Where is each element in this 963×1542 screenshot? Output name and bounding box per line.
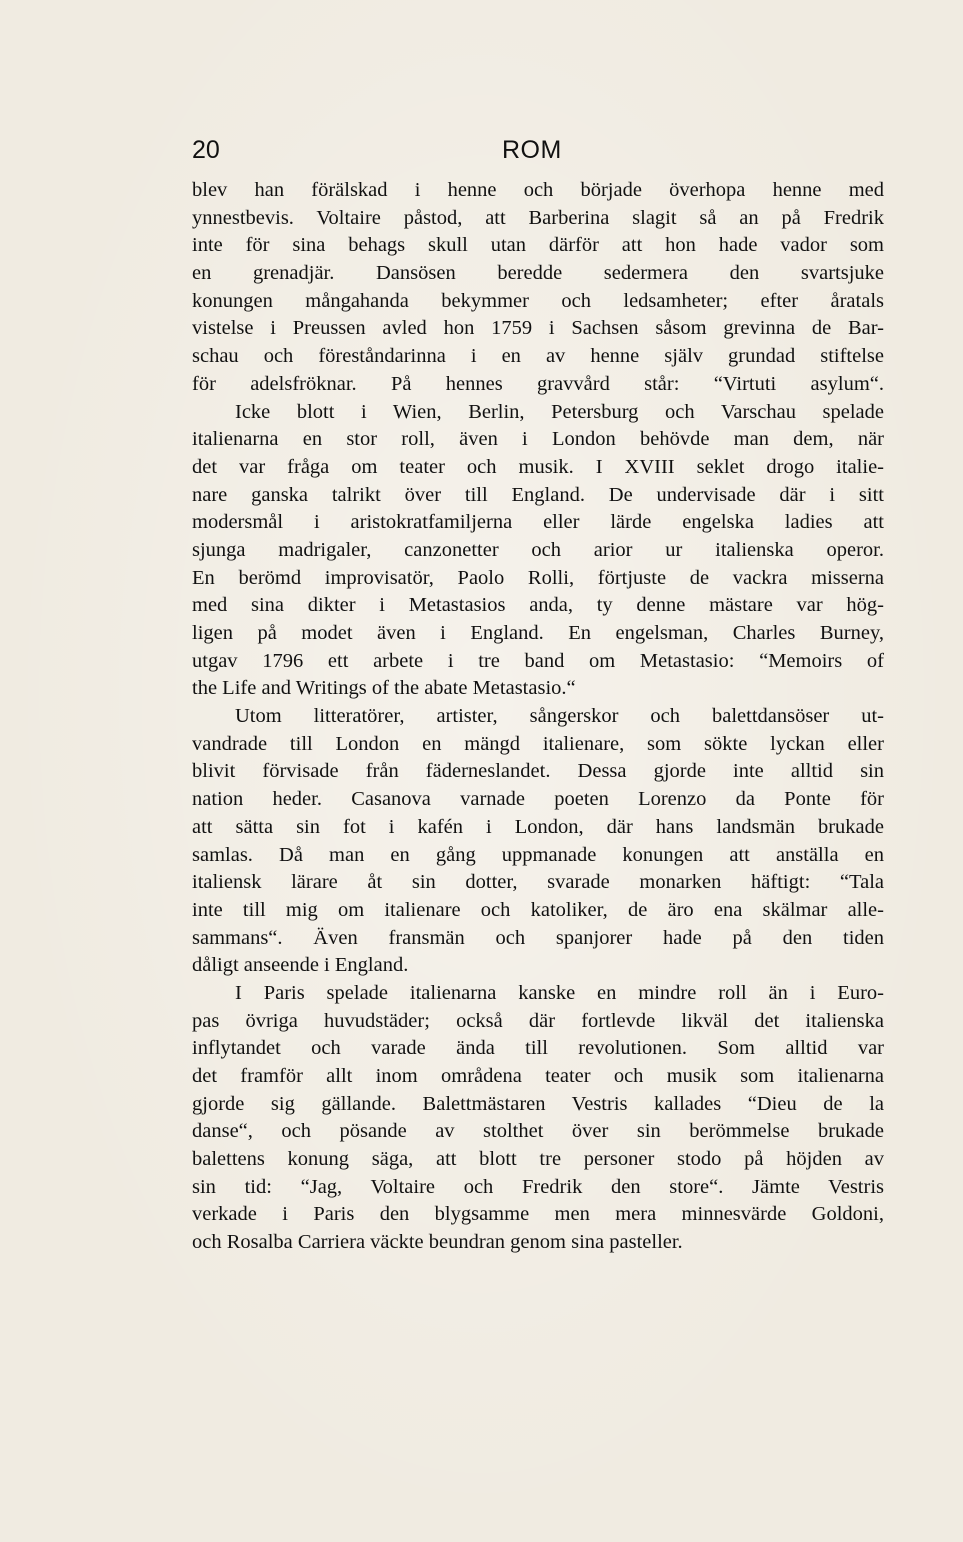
text-line: inflytandet och varade ända till revolutionen. Som alltid var bbox=[192, 1037, 884, 1060]
text-line: en grenadjär. Dansösen beredde sedermera den svartsjuke bbox=[192, 262, 884, 285]
text-line: ligen på modet även i England. En engelsman, Charles Burney, bbox=[192, 622, 884, 644]
text-line: En berömd improvisatör, Paolo Rolli, förtjuste de vackra misserna bbox=[192, 566, 884, 589]
text-line: inte till mig om italienare och katoliker, de äro ena skälmar alle- bbox=[192, 898, 884, 921]
text-line: sjunga madrigaler, canzonetter och arior ur italienska operor. bbox=[192, 538, 884, 561]
text-line: blivit förvisade från fäderneslandet. Dessa gjorde inte alltid sin bbox=[192, 760, 884, 783]
text-line: schau och föreståndarinna i en av henne själv grundad stiftelse bbox=[192, 345, 884, 368]
text-line: ynnestbevis. Voltaire påstod, att Barberina slagit så an på Fredrik bbox=[192, 206, 884, 229]
page-header bbox=[192, 132, 884, 168]
text-line: och Rosalba Carriera väckte beundran genom sina pasteller. bbox=[192, 1231, 683, 1254]
text-line: vandrade till London en mängd italienare, som sökte lyckan eller bbox=[192, 732, 884, 755]
text-line: balettens konung säga, att blott tre personer stodo på höjden av bbox=[192, 1148, 884, 1171]
text-line: samlas. Då man en gång uppmanade konungen att anställa en bbox=[192, 843, 884, 866]
text-line: konungen mångahanda bekymmer och ledsamheter; efter åratals bbox=[192, 289, 884, 312]
body-text bbox=[192, 177, 884, 1257]
text-line: italienarna en stor roll, även i London behövde man dem, när bbox=[192, 428, 884, 451]
text-line: pas övriga huvudstäder; också där fortlevde likväl det italienska bbox=[192, 1009, 884, 1032]
text-line: dåligt anseende i England. bbox=[192, 954, 409, 977]
page-number: 20 bbox=[192, 136, 220, 164]
text-line: sammans“. Även fransmän och spanjorer hade på den tiden bbox=[192, 926, 884, 949]
text-line: utgav 1796 ett arbete i tre band om Metastasio: “Memoirs of bbox=[192, 649, 884, 672]
text-line: italiensk lärare åt sin dotter, svarade monarken häftigt: “Tala bbox=[192, 871, 884, 894]
text-line: för adelsfröknar. På hennes gravvård står: “Virtuti asylum“. bbox=[192, 372, 884, 395]
text-line: det var fråga om teater och musik. I XVIII seklet drogo italie- bbox=[192, 455, 884, 478]
text-line: nation heder. Casanova varnade poeten Lorenzo da Ponte för bbox=[192, 788, 884, 811]
text-line: att sätta sin fot i kafén i London, där hans landsmän brukade bbox=[192, 815, 884, 838]
text-line: sin tid: “Jag, Voltaire och Fredrik den store“. Jämte Vestris bbox=[192, 1175, 884, 1198]
running-title: ROM bbox=[502, 136, 562, 164]
text-line: Utom litteratörer, artister, sångerskor och balettdansöser ut- bbox=[235, 705, 884, 728]
text-line: det framför allt inom områdena teater och musik som italienarna bbox=[192, 1065, 884, 1087]
text-line: vistelse i Preussen avled hon 1759 i Sachsen såsom grevinna de Bar- bbox=[192, 317, 884, 340]
text-line: inte för sina behags skull utan därför att hon hade vador som bbox=[192, 234, 884, 257]
text-line: nare ganska talrikt över till England. De undervisade där i sitt bbox=[192, 483, 884, 506]
text-line: danse“, och pösande av stolthet över sin berömmelse brukade bbox=[192, 1120, 884, 1143]
text-line: med sina dikter i Metastasios anda, ty denne mästare var hög- bbox=[192, 594, 884, 617]
text-line: blev han förälskad i henne och började överhopa henne med bbox=[192, 179, 884, 201]
text-line: modersmål i aristokratfamiljerna eller lärde engelska ladies att bbox=[192, 511, 884, 534]
text-line: the Life and Writings of the abate Metastasio.“ bbox=[192, 677, 576, 700]
text-line: gjorde sig gällande. Balettmästaren Vestris kallades “Dieu de la bbox=[192, 1092, 884, 1115]
text-line: Icke blott i Wien, Berlin, Petersburg och Varschau spelade bbox=[235, 400, 884, 423]
text-line: I Paris spelade italienarna kanske en mindre roll än i Euro- bbox=[235, 981, 884, 1004]
text-line: verkade i Paris den blygsamme men mera minnesvärde Goldoni, bbox=[192, 1203, 884, 1226]
